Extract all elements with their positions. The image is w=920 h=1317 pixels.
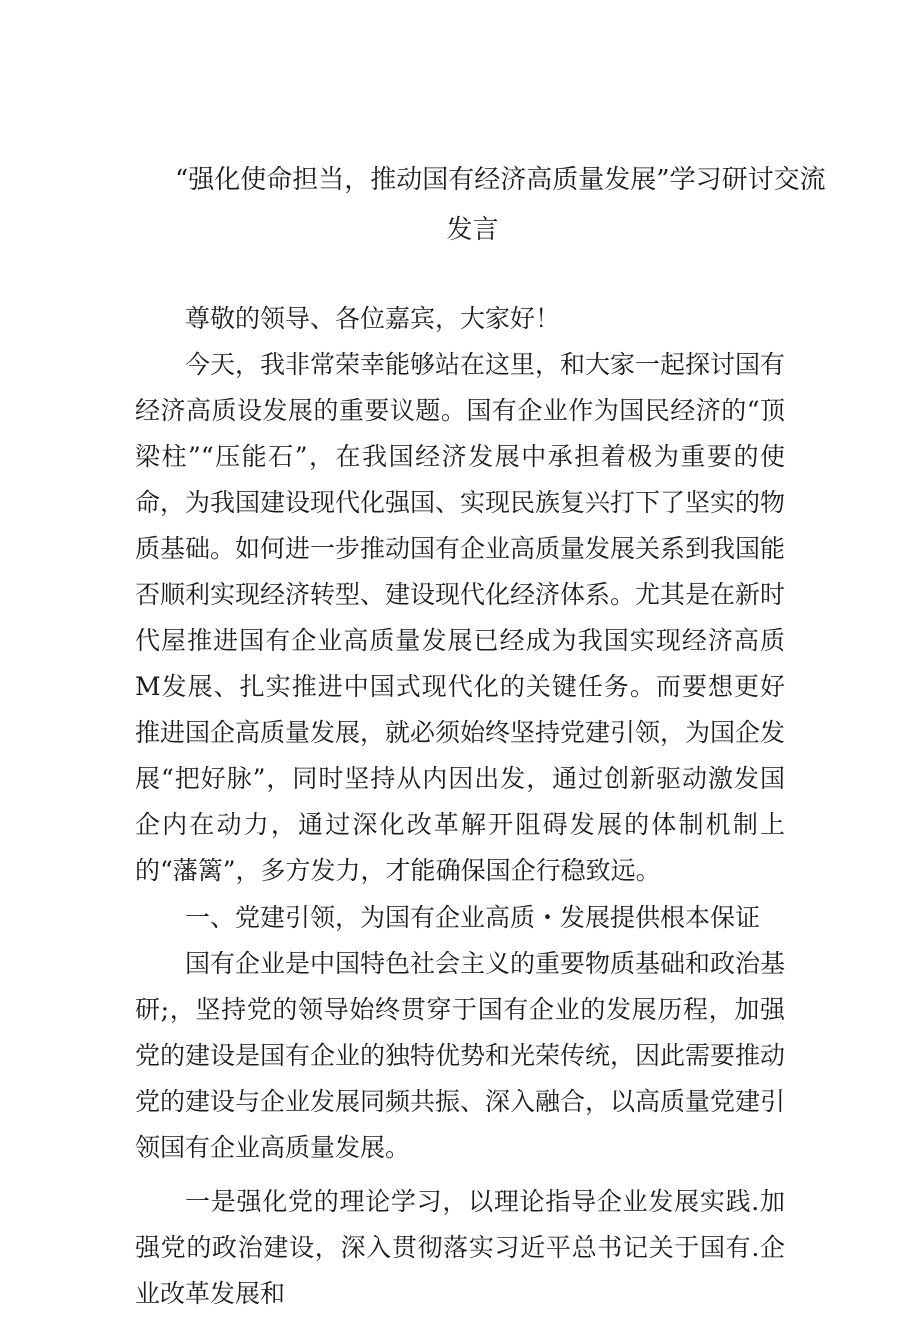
intro-paragraph: 今天，我非常荣幸能够站在这里，和大家一起探讨国有经济高质设发展的重要议题。国有企业作为国民经济的“顶梁柱”“压能石”，在我国经济发展中承担着极为重要的使命，为我国建设现代化强国、实现民族复兴打下了坚实的物质基础。如何进一步推动国有企业高质量发展关系到我国能否顺利实现经济转型、建设现代化经济体系。尤其是在新时代屋推进国有企业高质量发展已经成为我国实现经济高质M发展、扎实推进中国式现代化的关键任务。而要想更好推进国企高质量发展，就必须始终坚持党建引领，为国企发展“把好脉”，同时坚持从内因出发，通过创新驱动激发国企内在动力，通过深化改革解开阻碍发展的体制机制上的“藩篱”，多方发力，才能确保国企行稳致远。 [135, 350, 786, 885]
document-title [120, 155, 826, 255]
title-line-1: “强化使命担当，推动国有经济高质量发展”学习研讨交流 [175, 165, 826, 195]
document-body [135, 296, 785, 1317]
title-line-2: 发言 [446, 215, 499, 245]
section-heading: 一、党建引领，为国有企业高质・发展提供根本保证 [185, 903, 761, 932]
sub-paragraph: 一是强化党的理论学习，以理论指导企业发展实践.加强党的政治建设，深入贯彻落实习近平总书记关于国有.企业改革发展和 [135, 1187, 785, 1308]
greeting-paragraph: 尊敬的领导、各位嘉宾，大家好！ [185, 304, 561, 333]
section-paragraph: 国有企业是中国特色社会主义的重要物质基础和政治基研;，坚持党的领导始终贯穿于国有企业的发展历程，加强党的建设是国有企业的独特优势和光荣传统，因此需要推动党的建设与企业发展同频共振、深入融合，以高质量党建引领国有企业高质量发展。 [135, 949, 786, 1162]
